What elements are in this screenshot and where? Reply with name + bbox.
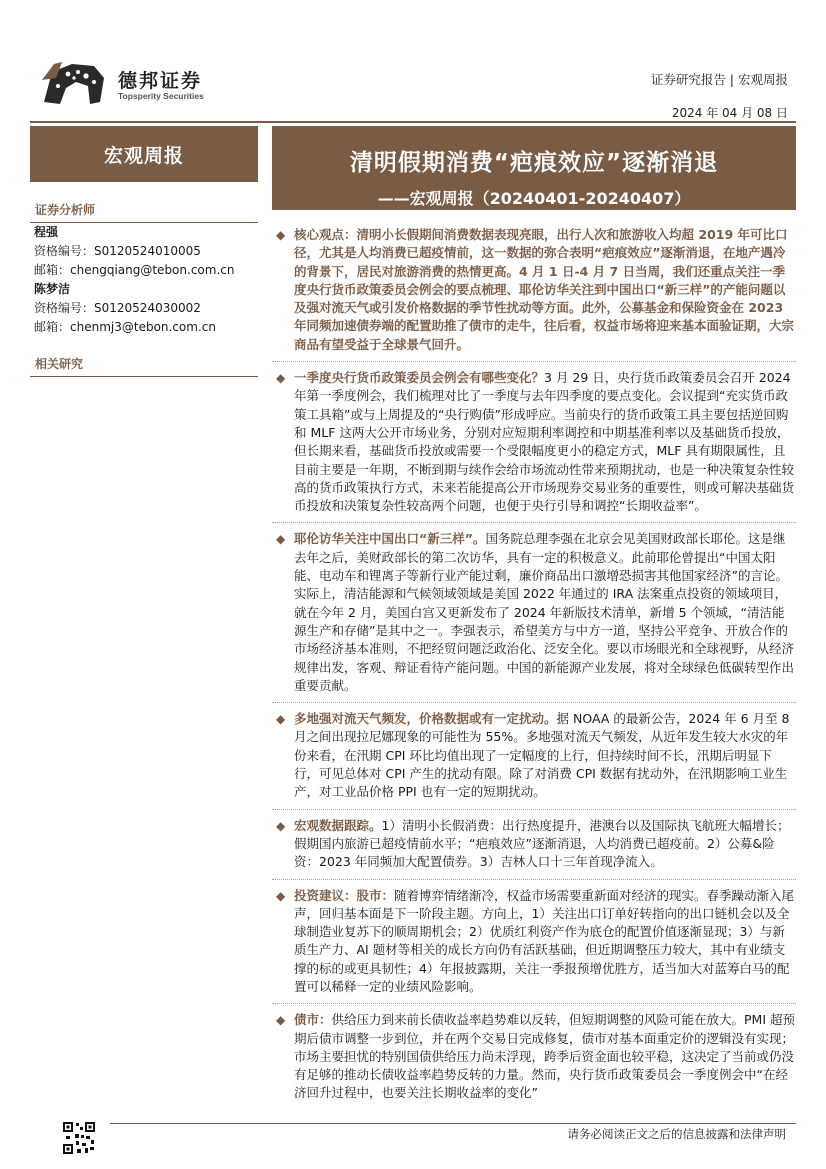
analyst-entry: [34, 280, 258, 337]
brand-name-en: Topsperity Securities: [118, 91, 204, 101]
dotted-divider: [272, 702, 796, 703]
report-subtitle: ——宏观周报（20240401-20240407）: [377, 189, 691, 208]
diamond-bullet-icon: ◆: [276, 712, 286, 727]
brand-name-cn: 德邦证券: [118, 70, 203, 92]
body-paragraph: ◆ 一季度央行货币政策委员会例会有哪些变化？3 月 29 日，央行货币政策委员会召开 2024 年第一季度例会，我们梳理对比了一季度与去年四季度的要点变化。会议提到“充实货币政策工具箱”或与上周提及的“央行购债”形成呼应。当前央行的货币政策工具主要包括逆回购和 MLF 这两大公开市场业务，分别对应短期利率调控和中期基准利率以及基础货币投放，但长期来看，基础货币投放或需要一个受限幅度更小的稳定方式，MLF 具有期限属性，且目前主要是一年期，不断到期与续作会给市场流动性带来预期扰动，也是一种决策复杂性较高的货币政策执行方式，未来若能提高公开市场现券交易业务的重要性，则或可解决基础货币投放和决策复杂性较高两个问题，也便于央行引导和调控“长期收益率”。: [276, 370, 795, 514]
diamond-bullet-icon: ◆: [276, 818, 286, 833]
report-date: 2024 年 04 月 08 日: [671, 106, 788, 120]
dotted-divider: [272, 1003, 796, 1004]
diamond-bullet-icon: ◆: [276, 371, 286, 386]
body-paragraph: ◆ 耶伦访华关注中国出口“新三样”。国务院总理李强在北京会见美国财政部长耶伦。这是继去年之后，美财政部长的第二次访华，具有一定的积极意义。此前耶伦曾提出“中国太阳能、电动车和锂离子等新行业产能过剩，廉价商品出口激增恐损害其他国家经济”的言论。实际上，清洁能源和气候领域领域是美国 2022 年通过的 IRA 法案重点投资的领域项目，就在今年 2 月，美国白宫又更新发布了 2024 年新版技术清单，新增 5 个领域，“清洁能源生产和存储”是其中之一。李强表示，希望美方与中方一道，坚持公平竞争、开放合作的市场经济基本准则，不把经贸问题泛政治化、泛安全化。要以市场眼光和全球视野，从经济规律出发，客观、辩证看待产能问题。中国的新能源产业发展，将对全球绿色低碳转型作出重要贡献。: [276, 531, 795, 693]
report-title: 清明假期消费“疤痕效应”逐渐消退: [349, 150, 719, 176]
diamond-bullet-icon: ◆: [276, 228, 286, 242]
report-category-tag: 宏观周报: [30, 126, 258, 182]
tebon-leopard-logo: [38, 58, 110, 110]
key-points-paragraph: ◆ 核心观点：清明小长假期间消费数据表现亮眼，出行人次和旅游收入均超 2019 年可比口径，尤其是人均消费已超疫情前，这一数据的弥合表明“疤痕效应”逐渐消退，在地产遇冷的背景下，居民对旅游消费的热情更高。4 月 1 日-4 月 7 日当周，我们还重点关注一季度央行货币政策委员会例会的要点梳理、耶伦访华关注到中国出口“新三样”的产能问题以及强对流天气或引发价格数据的季节性扰动等方面。此外，公募基金和保险资金在 2023 年同频加速债券端的配置助推了债市的走牛，往后看，权益市场将迎来基本面验证期，大宗商品有望受益于全球景气回升。: [276, 227, 795, 352]
diamond-bullet-icon: ◆: [276, 1013, 286, 1028]
diamond-bullet-icon: ◆: [276, 888, 286, 903]
analyst-email[interactable]: 邮箱：chengqiang@tebon.com.cn: [34, 263, 235, 277]
dotted-divider: [272, 879, 796, 880]
analyst-cert: 资格编号：S0120524010005: [34, 244, 201, 258]
diamond-bullet-icon: ◆: [276, 532, 286, 547]
analyst-entry: [34, 223, 258, 280]
body-paragraph: ◆ 多地强对流天气频发，价格数据或有一定扰动。据 NOAA 的最新公告，2024 年 6 月至 8 月之间出现拉尼娜现象的可能性为 55%。多地强对流天气频发，从近年发生较大水灾的年份来看，在汛期 CPI 环比均值出现了一定幅度的上行，但持续时间不长，汛期后明显下行，可见总体对 CPI 产生的扰动有限。除了对消费 CPI 数据有扰动外，在汛期影响工业生产，对工业品价格 PPI 也有一定的短期扰动。: [276, 711, 790, 800]
title-banner: [272, 126, 796, 210]
footer-divider: [110, 1123, 796, 1124]
dotted-divider: [272, 522, 796, 523]
related-research-heading: 相关研究: [30, 355, 258, 377]
analyst-list: [34, 223, 258, 337]
body-paragraph: ◆ 投资建议：股市：随着博弈情绪渐冷，权益市场需要重新面对经济的现实。春季躁动渐入尾声，回归基本面是下一阶段主题。方向上，1）关注出口订单好转指向的出口链机会以及全球制造业复苏下的顺周期机会；2）优质红利资产作为底仓的配置价值逐渐显现；3）与新质生产力、AI 题材等相关的成长方向仍有活跃基础，但近期调整压力较大，其中有业绩支撑的标的或更具韧性；4）年报披露期，关注一季报预增优胜方，适当加大对蓝筹白马的配置可以稀释一定的业绩风险影响。: [276, 887, 795, 994]
analysts-heading: 证券分析师: [30, 201, 258, 223]
analyst-cert: 资格编号：S0120524030002: [34, 301, 201, 315]
body-paragraph: ◆ 债市：供给压力到来前长债收益率趋势难以反转，但短期调整的风险可能在放大。PMI 超预期后债市调整一步到位，并在两个交易日完成修复，债市对基本面重定价的逻辑没有实现；市场主要担忧的特别国债供给压力尚未浮现，跨季后资金面也较平稳，这决定了当前或仍没有足够的推动长债收益率趋势反转的力量。然而，央行货币政策委员会一季度例会中“在经济回升过程中，也要关注长期收益率的变化”: [276, 1012, 795, 1101]
header-divider: [30, 121, 796, 123]
report-body: [272, 226, 796, 1103]
analyst-name: 程强: [34, 225, 59, 239]
analyst-email[interactable]: 邮箱：chenmj3@tebon.com.cn: [34, 320, 216, 334]
disclaimer-notice: 请务必阅读正文之后的信息披露和法律声明: [567, 1127, 786, 1141]
analyst-name: 陈梦洁: [34, 282, 71, 296]
qr-code-icon: [62, 1121, 96, 1155]
dotted-divider: [272, 809, 796, 810]
body-paragraph: ◆ 宏观数据跟踪。1）清明小长假消费：出行热度提升，港澳台以及国际执飞航班大幅增长；假期国内旅游已超疫情前水平；“疤痕效应”逐渐消退，人均消费已超疫前。2）公募&险资：2023 年同频加大配置债券。3）吉林人口十三年首现净流入。: [276, 817, 790, 870]
dotted-divider: [272, 361, 796, 362]
report-type: 证券研究报告 | 宏观周报: [650, 72, 788, 87]
